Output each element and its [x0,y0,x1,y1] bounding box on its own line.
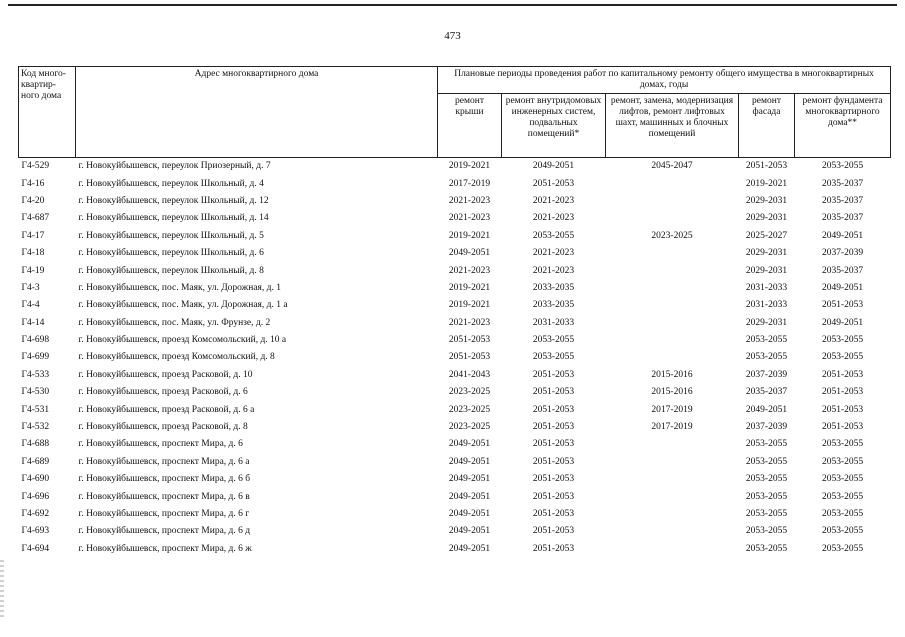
header-address: Адрес многоквартирного дома [76,67,438,158]
header-row-1 [19,67,891,94]
cell-code: Г4-699 [21,352,50,363]
cell-code: Г4-688 [21,439,50,450]
table-body [19,158,891,558]
cell-engineering: 2051-2053 [532,369,575,380]
cell-code: Г4-533 [21,369,50,380]
table-row [19,541,891,558]
cell-roof: 2017-2019 [448,178,491,189]
cell-roof: 2019-2021 [448,300,491,311]
cell-code: Г4-690 [21,474,50,485]
cell-engineering: 2051-2053 [532,404,575,415]
cell-code: Г4-4 [21,300,40,311]
table-row [19,471,891,488]
cell-code: Г4-532 [21,422,50,433]
cell-address: г. Новокуйбышевск, проспект Мира, д. 6 г [78,509,250,519]
cell-foundation: 2053-2055 [821,352,864,363]
cell-foundation: 2035-2037 [821,265,864,276]
table-row [19,297,891,314]
cell-lifts: 2017-2019 [651,404,693,415]
cell-facade: 2037-2039 [745,369,788,380]
table-row [19,349,891,366]
cell-engineering: 2053-2055 [532,335,575,346]
table-row [19,315,891,332]
cell-facade: 2031-2033 [745,282,788,293]
table-row [19,228,891,245]
cell-address: г. Новокуйбышевск, переулок Школьный, д. 4 [78,178,264,189]
cell-foundation: 2053-2055 [821,526,864,537]
cell-roof: 2019-2021 [448,282,491,293]
cell-engineering: 2049-2051 [532,161,575,172]
cell-lifts [606,349,739,366]
cell-foundation: 2051-2053 [821,422,864,433]
table-row [19,523,891,540]
table-row [19,384,891,401]
cell-address: г. Новокуйбышевск, проезд Расковой, д. 6 [78,387,248,398]
cell-code: Г4-687 [21,213,50,224]
table-row [19,175,891,192]
cell-code: Г4-689 [21,456,50,467]
cell-address: г. Новокуйбышевск, проезд Расковой, д. 8 [78,422,248,433]
cell-lifts [606,245,739,262]
cell-address: г. Новокуйбышевск, проспект Мира, д. 6 а [78,456,250,467]
cell-code: Г4-14 [21,317,45,328]
cell-foundation: 2049-2051 [821,317,864,328]
table-row [19,419,891,436]
cell-foundation: 2049-2051 [821,230,864,241]
cell-roof: 2051-2053 [448,352,491,363]
cell-roof: 2049-2051 [448,248,491,259]
cell-address: г. Новокуйбышевск, переулок Школьный, д. 14 [78,213,269,224]
table-row [19,506,891,523]
cell-engineering: 2031-2033 [532,317,575,328]
cell-engineering: 2033-2035 [532,300,575,311]
cell-code: Г4-698 [21,335,50,346]
cell-address: г. Новокуйбышевск, переулок Приозерный, д. 7 [78,161,271,172]
cell-address: г. Новокуйбышевск, проспект Мира, д. 6 д [78,526,251,537]
page-number: 473 [444,30,461,42]
cell-roof: 2049-2051 [448,509,491,519]
cell-foundation: 2051-2053 [821,404,864,415]
cell-lifts [606,280,739,297]
cell-code: Г4-18 [21,248,45,259]
cell-engineering: 2051-2053 [532,439,575,450]
cell-lifts: 2015-2016 [651,369,693,380]
cell-code: Г4-16 [21,178,45,189]
cell-address: г. Новокуйбышевск, пос. Маяк, ул. Дорожная, д. 1 а [78,300,288,311]
cell-facade: 2053-2055 [745,474,788,485]
header-engineering: ремонт внутридомовых инженерных систем, подвальных помещений* [502,94,606,158]
cell-foundation: 2053-2055 [821,456,864,467]
scan-edge-mark [0,560,4,620]
cell-lifts: 2023-2025 [651,230,693,241]
table-row [19,262,891,279]
cell-lifts [606,193,739,210]
cell-engineering: 2053-2055 [532,230,575,241]
cell-roof: 2049-2051 [448,474,491,485]
cell-lifts [606,297,739,314]
cell-foundation: 2053-2055 [821,439,864,450]
cell-foundation: 2053-2055 [821,161,864,172]
cell-roof: 2021-2023 [448,213,491,224]
cell-roof: 2023-2025 [448,387,491,398]
cell-roof: 2019-2021 [448,161,491,172]
header-foundation: ремонт фундамента многоквартирного дома** [795,94,891,158]
cell-code: Г4-19 [21,265,45,276]
cell-engineering: 2051-2053 [532,509,575,519]
cell-facade: 2019-2021 [745,178,788,189]
cell-roof: 2023-2025 [448,422,491,433]
cell-roof: 2019-2021 [448,230,491,241]
cell-engineering: 2021-2023 [532,265,575,276]
cell-engineering: 2051-2053 [532,387,575,398]
cell-engineering: 2051-2053 [532,543,575,554]
cell-foundation: 2035-2037 [821,195,864,206]
cell-engineering: 2053-2055 [532,352,575,363]
cell-roof: 2049-2051 [448,543,491,554]
header-facade: ремонт фасада [739,94,795,158]
cell-roof: 2049-2051 [448,456,491,467]
cell-foundation: 2051-2053 [821,387,864,398]
cell-facade: 2053-2055 [745,439,788,450]
cell-facade: 2049-2051 [745,404,788,415]
cell-lifts [606,332,739,349]
cell-lifts [606,506,739,523]
cell-foundation: 2053-2055 [821,474,864,485]
cell-roof: 2021-2023 [448,317,491,328]
table-row [19,280,891,297]
cell-lifts [606,523,739,540]
cell-engineering: 2051-2053 [532,491,575,502]
cell-lifts [606,471,739,488]
cell-code: Г4-17 [21,230,45,241]
cell-foundation: 2035-2037 [821,213,864,224]
table-row [19,332,891,349]
cell-code: Г4-530 [21,387,50,398]
cell-facade: 2037-2039 [745,422,788,433]
cell-foundation: 2051-2053 [821,300,864,311]
cell-roof: 2049-2051 [448,439,491,450]
cell-lifts [606,210,739,227]
cell-code: Г4-531 [21,404,50,415]
cell-address: г. Новокуйбышевск, пос. Маяк, ул. Дорожная, д. 1 [78,282,282,293]
cell-engineering: 2021-2023 [532,248,575,259]
cell-facade: 2029-2031 [745,195,788,206]
cell-address: г. Новокуйбышевск, переулок Школьный, д. 5 [78,230,264,241]
cell-roof: 2023-2025 [448,404,491,415]
cell-address: г. Новокуйбышевск, проспект Мира, д. 6 в [78,491,250,502]
cell-lifts [606,454,739,471]
cell-lifts [606,436,739,453]
cell-address: г. Новокуйбышевск, пос. Маяк, ул. Фрунзе, д. 2 [78,317,271,328]
cell-foundation: 2035-2037 [821,178,864,189]
table-row [19,436,891,453]
cell-facade: 2025-2027 [745,230,788,241]
cell-facade: 2053-2055 [745,543,788,554]
cell-roof: 2021-2023 [448,265,491,276]
cell-facade: 2029-2031 [745,317,788,328]
cell-lifts: 2017-2019 [651,422,693,433]
cell-roof: 2041-2043 [448,369,491,380]
cell-code: Г4-693 [21,526,50,537]
cell-foundation: 2053-2055 [821,509,864,519]
header-code: Код много-квартир-ного дома [19,67,76,158]
cell-engineering: 2051-2053 [532,422,575,433]
cell-address: г. Новокуйбышевск, проспект Мира, д. 6 ж [78,543,252,554]
cell-address: г. Новокуйбышевск, проезд Расковой, д. 6 а [78,404,255,415]
cell-engineering: 2033-2035 [532,282,575,293]
cell-roof: 2021-2023 [448,195,491,206]
cell-address: г. Новокуйбышевск, проезд Комсомольский, д. 8 [78,352,275,363]
cell-code: Г4-529 [21,161,50,172]
cell-lifts [606,262,739,279]
cell-foundation: 2053-2055 [821,335,864,346]
cell-facade: 2053-2055 [745,456,788,467]
cell-lifts: 2015-2016 [651,387,693,398]
cell-code: Г4-20 [21,195,45,206]
table-row [19,454,891,471]
header-lifts: ремонт, замена, модернизация лифтов, ремонт лифтовых шахт, машинных и блочных помещений [606,94,739,158]
table-row [19,488,891,505]
cell-foundation: 2051-2053 [821,369,864,380]
cell-engineering: 2051-2053 [532,456,575,467]
cell-facade: 2031-2033 [745,300,788,311]
cell-address: г. Новокуйбышевск, проспект Мира, д. 6 б [78,474,251,485]
cell-code: Г4-694 [21,543,50,554]
cell-code: Г4-696 [21,491,50,502]
cell-facade: 2035-2037 [745,387,788,398]
cell-lifts [606,175,739,192]
cell-address: г. Новокуйбышевск, проезд Расковой, д. 10 [78,369,253,380]
cell-facade: 2053-2055 [745,491,788,502]
cell-roof: 2049-2051 [448,526,491,537]
cell-engineering: 2021-2023 [532,213,575,224]
cell-address: г. Новокуйбышевск, проезд Комсомольский, д. 10 а [78,335,287,346]
cell-code: Г4-3 [21,282,40,293]
cell-engineering: 2051-2053 [532,178,575,189]
cell-facade: 2053-2055 [745,526,788,537]
cell-address: г. Новокуйбышевск, переулок Школьный, д. 12 [78,195,269,206]
cell-lifts: 2045-2047 [651,161,693,172]
table-row [19,158,891,176]
cell-foundation: 2053-2055 [821,491,864,502]
header-periods-group: Плановые периоды проведения работ по капитальному ремонту общего имущества в многоквартирных домах, годы [438,67,891,94]
cell-facade: 2051-2053 [745,161,788,172]
top-rule [8,4,897,6]
cell-lifts [606,488,739,505]
cell-facade: 2053-2055 [745,509,788,519]
cell-facade: 2029-2031 [745,265,788,276]
table-row [19,401,891,418]
cell-address: г. Новокуйбышевск, проспект Мира, д. 6 [78,439,243,450]
table-row [19,210,891,227]
cell-lifts [606,315,739,332]
cell-address: г. Новокуйбышевск, переулок Школьный, д. 6 [78,248,264,259]
table-row [19,193,891,210]
cell-foundation: 2037-2039 [821,248,864,259]
capital-repair-table [18,66,891,558]
cell-facade: 2029-2031 [745,213,788,224]
cell-facade: 2029-2031 [745,248,788,259]
cell-foundation: 2053-2055 [821,543,864,554]
table-row [19,245,891,262]
table-row [19,367,891,384]
cell-code: Г4-692 [21,509,50,519]
cell-address: г. Новокуйбышевск, переулок Школьный, д. 8 [78,265,264,276]
cell-roof: 2051-2053 [448,335,491,346]
cell-facade: 2053-2055 [745,335,788,346]
header-roof: ремонт крыши [438,94,502,158]
cell-roof: 2049-2051 [448,491,491,502]
cell-facade: 2053-2055 [745,352,788,363]
cell-engineering: 2051-2053 [532,474,575,485]
cell-lifts [606,541,739,558]
cell-engineering: 2051-2053 [532,526,575,537]
cell-engineering: 2021-2023 [532,195,575,206]
cell-foundation: 2049-2051 [821,282,864,293]
